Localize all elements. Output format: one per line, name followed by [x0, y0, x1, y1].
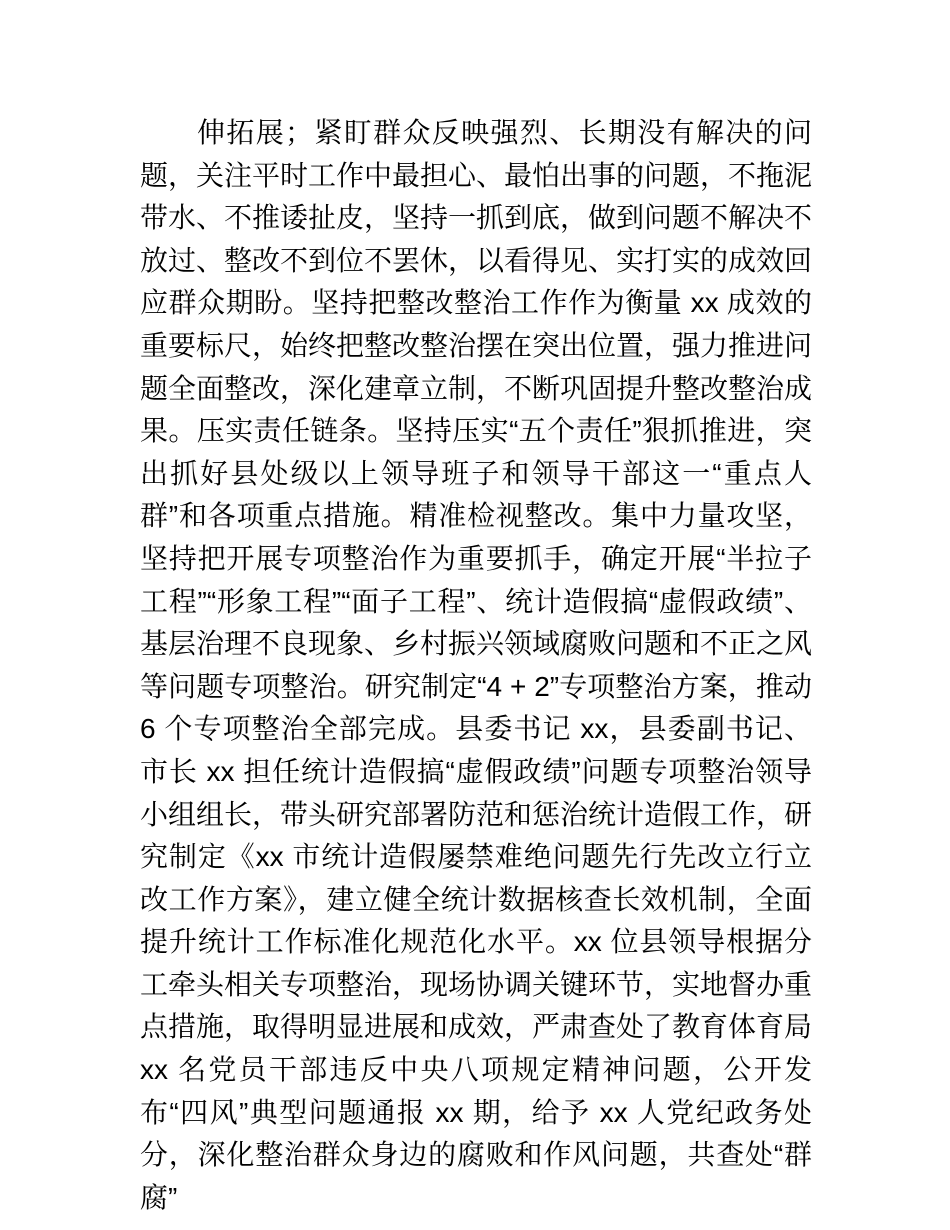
- page-header-zone: [0, 0, 950, 112]
- body-paragraph: 伸拓展；紧盯群众反映强烈、长期没有解决的问题，关注平时工作中最担心、最怕出事的问题，不拖泥带水、不推诿扯皮，坚持一抓到底，做到问题不解决不放过、整改不到位不罢休，以看得见、实打实的成效回应群众期盼。坚持把整改整治工作作为衡量 xx 成效的重要标尺，始终把整改整治摆在突出位置，强力推进问题全面整改，深化建章立制，不断巩固提升整改整治成果。压实责任链条。坚持压实“五个责任”狠抓推进，突出抓好县处级以上领导班子和领导干部这一“重点人群”和各项重点措施。精准检视整改。集中力量攻坚，坚持把开展专项整治作为重要抓手，确定开展“半拉子工程”“形象工程”“面子工程”、统计造假搞“虚假政绩”、基层治理不良现象、乡村振兴领域腐败问题和不正之风等问题专项整治。研究制定“4 + 2”专项整治方案，推动 6 个专项整治全部完成。县委书记 xx，县委副书记、市长 xx 担任统计造假搞“虚假政绩”问题专项整治领导小组组长，带头研究部署防范和惩治统计造假工作，研究制定《xx 市统计造假屡禁难绝问题先行先改立行立改工作方案》，建立健全统计数据核查长效机制，全面提升统计工作标准化规范化水平。xx 位县领导根据分工牵头相关专项整治，现场协调关键环节，实地督办重点措施，取得明显进展和成效，严肃查处了教育体育局 xx 名党员干部违反中央八项规定精神问题，公开发布“四风”典型问题通报 xx 期，给予 xx 人党纪政务处分，深化整治群众身边的腐败和作风问题，共查处“群腐”: [140, 117, 813, 1213]
- page-footer-zone: [0, 1120, 950, 1230]
- text-column: [140, 112, 812, 1219]
